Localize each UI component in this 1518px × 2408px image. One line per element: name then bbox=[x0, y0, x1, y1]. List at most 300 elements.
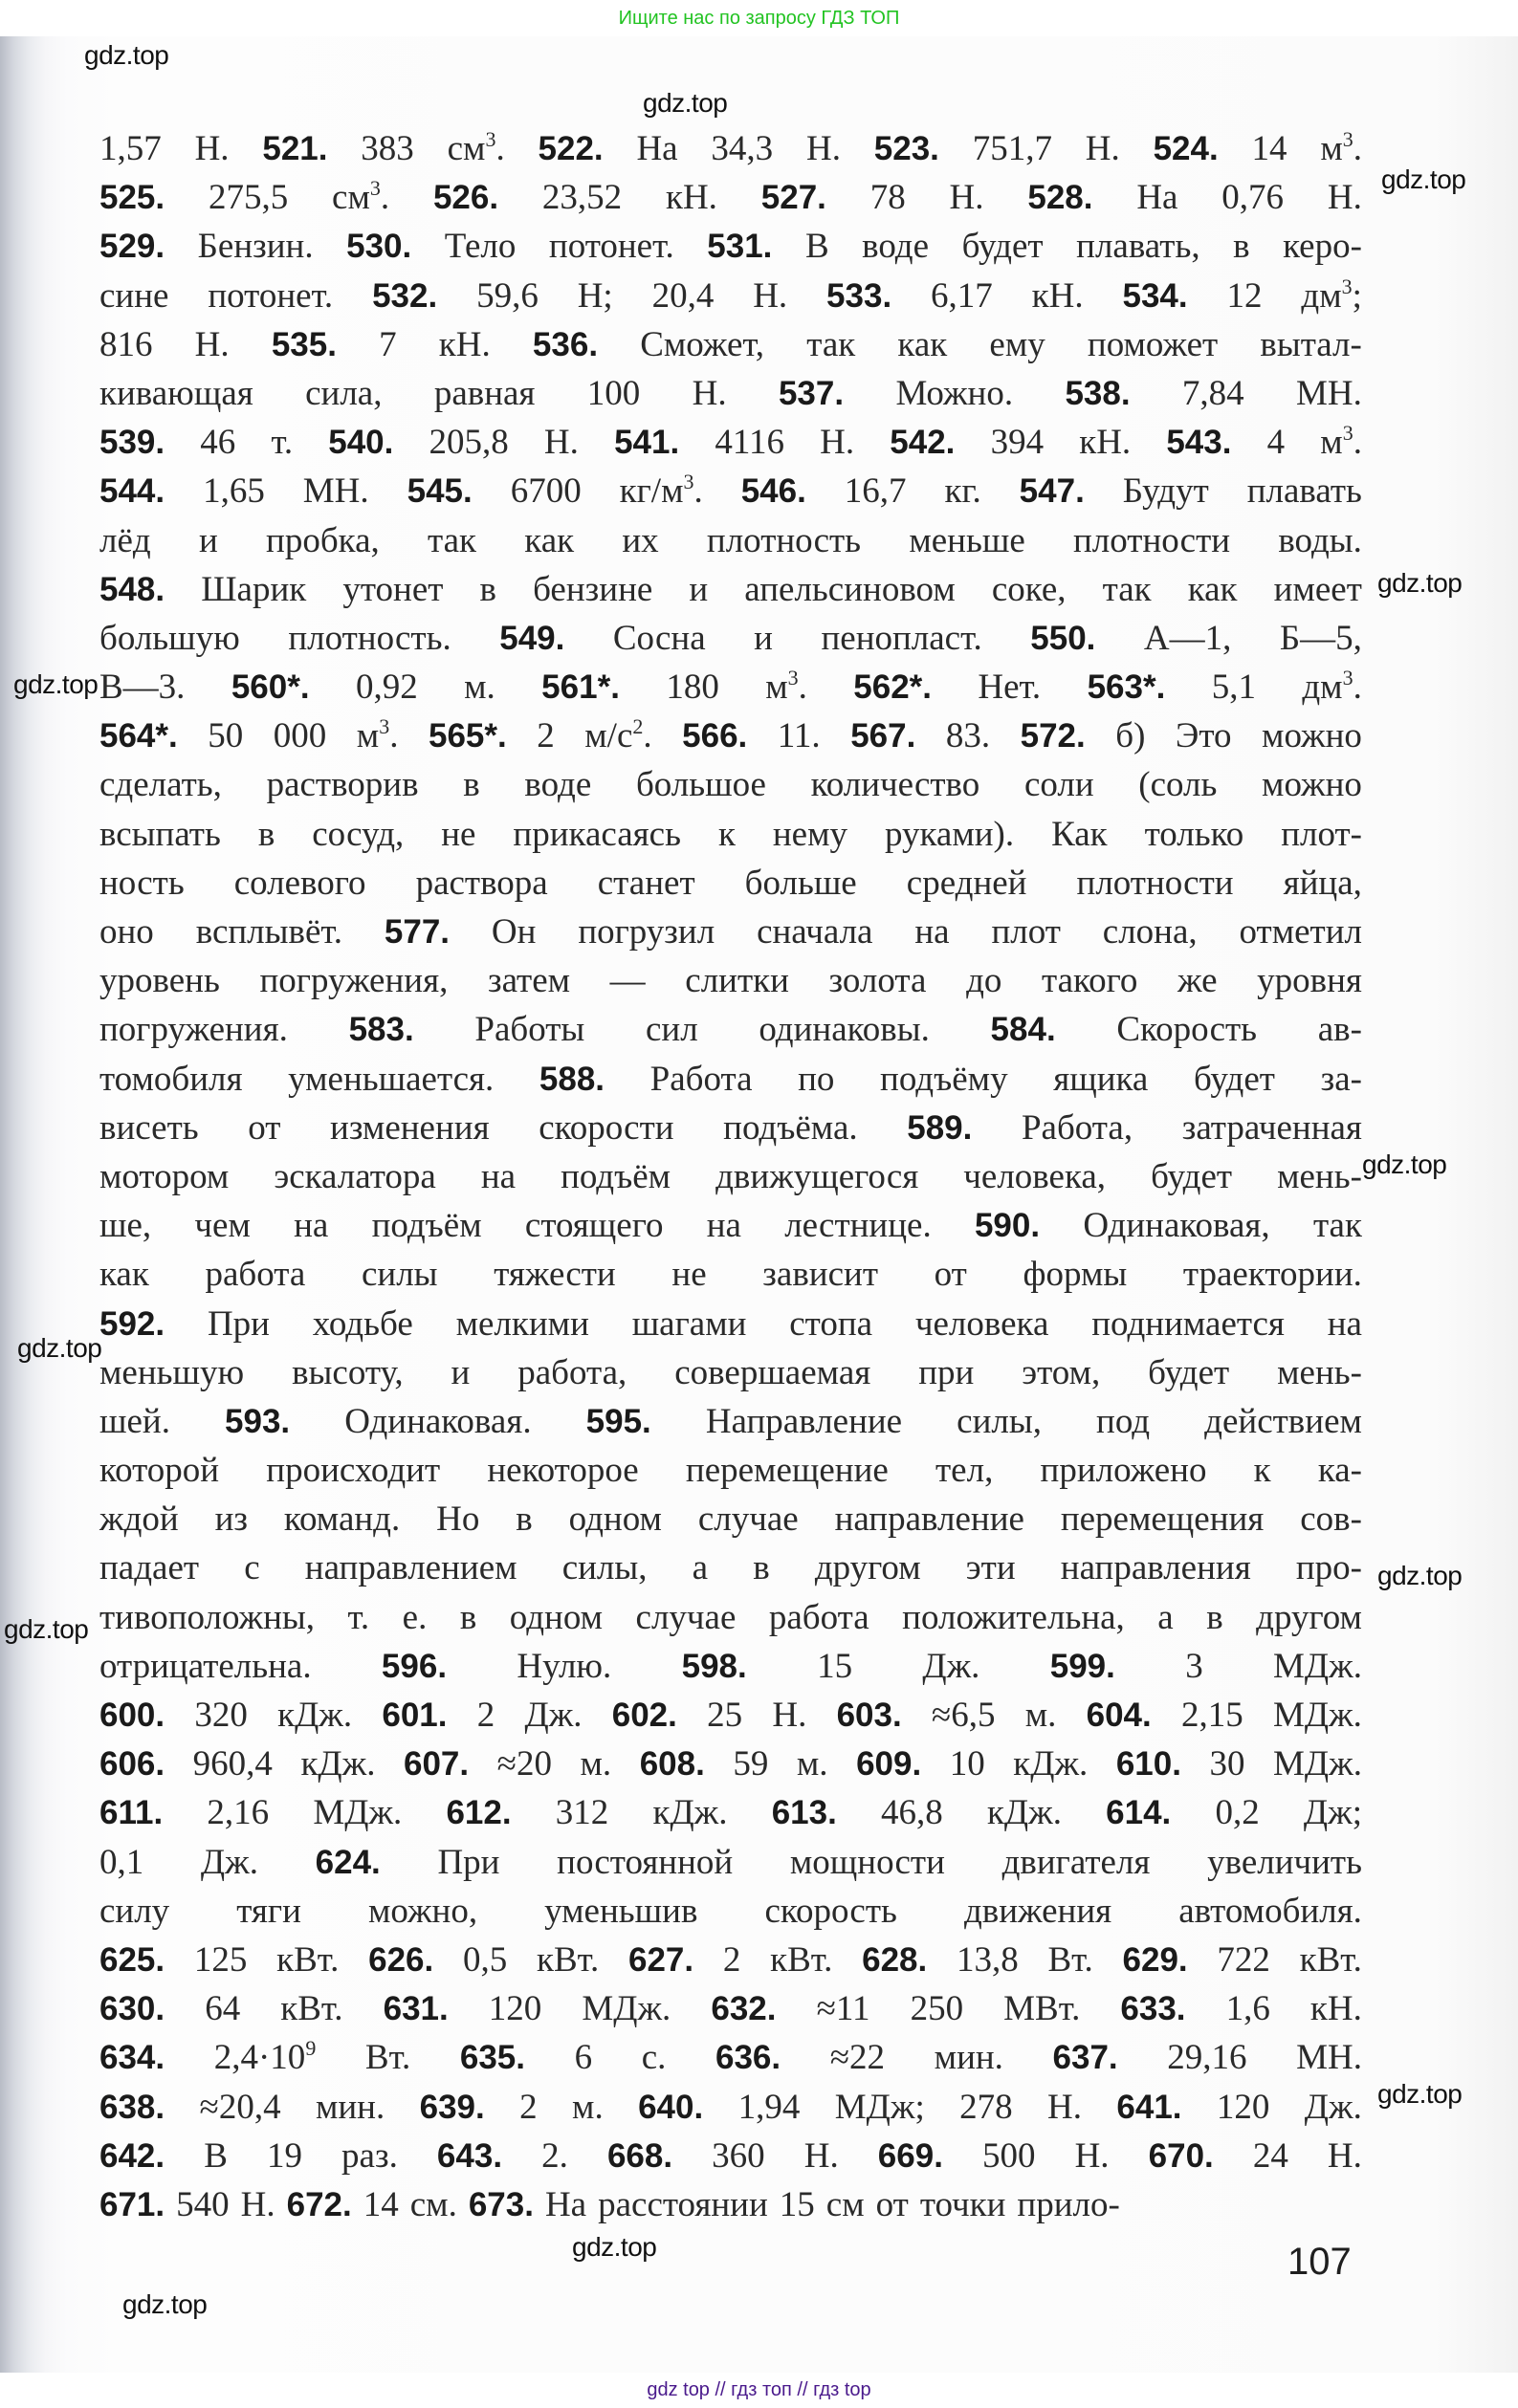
problem-number: 589. bbox=[907, 1108, 973, 1147]
answer-text: Дж. bbox=[524, 1696, 583, 1735]
answer-text: Нет. bbox=[978, 668, 1042, 708]
word bbox=[835, 1495, 1024, 1543]
answer-text: шагами bbox=[631, 1303, 747, 1344]
text-line bbox=[99, 369, 1362, 418]
word bbox=[1194, 1055, 1275, 1104]
word bbox=[885, 810, 1014, 859]
problem-number: 627. bbox=[628, 1940, 694, 1979]
word bbox=[1021, 711, 1086, 760]
answer-text: МДж. bbox=[313, 1793, 403, 1833]
word bbox=[248, 1104, 280, 1152]
word bbox=[1221, 173, 1284, 222]
word bbox=[642, 2033, 667, 2082]
answer-text: падает bbox=[99, 1548, 200, 1588]
problem-number: 588. bbox=[539, 1060, 605, 1098]
answer-text: 278 bbox=[959, 2087, 1013, 2127]
answer-text: направления bbox=[1060, 1548, 1251, 1588]
word bbox=[544, 418, 579, 467]
word bbox=[1061, 1495, 1265, 1543]
word bbox=[195, 320, 230, 369]
problem-number: 670. bbox=[1148, 2136, 1214, 2175]
word bbox=[1088, 663, 1166, 711]
answer-text: плот- bbox=[1281, 814, 1362, 854]
problem-number: 590. bbox=[974, 1207, 1041, 1245]
word bbox=[1088, 320, 1218, 369]
answer-text: 15 bbox=[779, 2184, 815, 2224]
word bbox=[870, 173, 906, 222]
word bbox=[578, 272, 613, 320]
word bbox=[666, 173, 717, 222]
word bbox=[267, 2132, 302, 2180]
text-line bbox=[99, 1593, 1362, 1642]
word bbox=[99, 956, 220, 1005]
word bbox=[897, 320, 947, 369]
answer-text: погрузил bbox=[578, 912, 715, 952]
word bbox=[1144, 614, 1231, 663]
word bbox=[982, 2132, 1036, 2180]
word bbox=[441, 810, 475, 859]
word bbox=[581, 1740, 612, 1788]
answer-text: керо- bbox=[1283, 227, 1362, 267]
word bbox=[762, 1250, 878, 1299]
word bbox=[1061, 1543, 1251, 1592]
word bbox=[582, 1984, 671, 2033]
answer-text: 6700 bbox=[510, 471, 582, 512]
word bbox=[385, 908, 450, 956]
word bbox=[1017, 2180, 1119, 2229]
word bbox=[474, 1005, 584, 1054]
problem-number: 634. bbox=[99, 2039, 165, 2077]
gdz-watermark: gdz.top bbox=[1377, 2079, 1463, 2109]
answer-text: А—1, bbox=[1143, 618, 1232, 658]
word bbox=[1079, 418, 1131, 467]
answer-text: совершаемая bbox=[674, 1352, 871, 1392]
word bbox=[436, 1495, 479, 1543]
word bbox=[1277, 1152, 1362, 1201]
answer-text: будет bbox=[961, 227, 1044, 267]
answer-text: 320 bbox=[194, 1696, 248, 1735]
answer-text: расстоянии bbox=[598, 2184, 768, 2224]
answer-text: 100 bbox=[586, 373, 641, 413]
problem-number: 672. bbox=[286, 2185, 352, 2223]
answer-text: а bbox=[1157, 1597, 1174, 1637]
word bbox=[744, 565, 955, 614]
answer-text: 30 bbox=[1209, 1744, 1245, 1784]
answer-text: раз. bbox=[341, 2135, 398, 2176]
word bbox=[316, 2083, 385, 2132]
answer-text: 1,57 bbox=[99, 129, 162, 168]
answer-text: отрицательна. bbox=[99, 1646, 312, 1686]
gdz-watermark: gdz.top bbox=[13, 669, 99, 699]
answer-text: прикасаясь bbox=[513, 814, 681, 854]
answer-text: к bbox=[1253, 1451, 1271, 1491]
answer-text: до bbox=[966, 961, 1002, 1001]
answer-text: скорости bbox=[539, 1107, 674, 1148]
word bbox=[950, 1740, 985, 1788]
word bbox=[451, 1348, 471, 1397]
answer-text: слитки bbox=[685, 961, 789, 1001]
word bbox=[1148, 1348, 1229, 1397]
answer-text: станет bbox=[597, 863, 695, 903]
answer-text: 394 bbox=[990, 423, 1045, 463]
answer-text: 125 bbox=[193, 1939, 248, 1980]
answer-text: 275,5 bbox=[208, 178, 289, 218]
answer-text: 180 bbox=[666, 668, 719, 708]
word bbox=[99, 1593, 315, 1642]
answer-text: работа bbox=[768, 1597, 869, 1637]
problem-number: 523. bbox=[873, 130, 939, 167]
answer-text: Работа bbox=[649, 1059, 753, 1099]
answer-text: с. bbox=[641, 2038, 667, 2078]
word bbox=[829, 956, 927, 1005]
answer-text: плавать, bbox=[1076, 227, 1200, 267]
word bbox=[1050, 1642, 1115, 1691]
answer-text: пенопласт. bbox=[821, 618, 982, 658]
answer-text: поможет bbox=[1087, 324, 1219, 364]
word bbox=[584, 711, 651, 760]
word bbox=[416, 859, 548, 908]
answer-text: В—3. bbox=[99, 668, 186, 708]
answer-text: солевого bbox=[233, 863, 366, 903]
answer-text: Дж. bbox=[1304, 2087, 1362, 2127]
answer-text: ав- bbox=[1317, 1010, 1362, 1050]
problem-number: 542. bbox=[890, 424, 956, 462]
word bbox=[973, 124, 1052, 173]
word bbox=[769, 1593, 869, 1642]
word bbox=[99, 1300, 165, 1348]
word bbox=[194, 1691, 248, 1740]
word bbox=[99, 222, 165, 271]
answer-text: Н. bbox=[772, 1696, 807, 1735]
word bbox=[1262, 760, 1362, 809]
answer-text: большое bbox=[635, 765, 766, 805]
word bbox=[206, 1250, 306, 1299]
answer-text: В bbox=[204, 2135, 228, 2176]
word bbox=[1310, 1984, 1362, 2033]
word bbox=[205, 1984, 240, 2033]
word bbox=[862, 222, 929, 271]
problem-number: 530. bbox=[346, 228, 412, 266]
word bbox=[789, 1300, 872, 1348]
answer-text: всплывёт. bbox=[195, 912, 343, 952]
problem-number: 546. bbox=[740, 472, 806, 511]
word bbox=[1328, 2132, 1362, 2180]
answer-text: 2,16 bbox=[207, 1793, 270, 1833]
text-line bbox=[99, 1838, 1362, 1887]
superscript: 3 bbox=[1342, 421, 1353, 446]
answer-text: сделать, bbox=[99, 765, 222, 805]
gdz-watermark: gdz.top bbox=[17, 1333, 102, 1363]
word bbox=[1157, 1593, 1173, 1642]
answer-text: плавать bbox=[1246, 471, 1362, 512]
answer-text: 4116 bbox=[715, 423, 784, 463]
word bbox=[379, 320, 397, 369]
answer-text: 383 bbox=[361, 129, 414, 168]
word bbox=[1206, 1593, 1222, 1642]
word bbox=[382, 1642, 447, 1691]
problem-number: 632. bbox=[711, 1990, 777, 2028]
answer-text: случае bbox=[635, 1597, 737, 1637]
answer-text: Н. bbox=[820, 423, 855, 463]
answer-text: сов- bbox=[1300, 1500, 1362, 1540]
answer-text: движения bbox=[963, 1891, 1112, 1931]
answer-text: про- bbox=[1295, 1548, 1362, 1588]
word bbox=[874, 124, 939, 173]
answer-text: Сможет, bbox=[640, 324, 765, 364]
answer-text: Н. bbox=[1047, 2087, 1082, 2127]
word bbox=[804, 2132, 839, 2180]
word bbox=[1227, 272, 1263, 320]
word bbox=[231, 663, 310, 711]
text-line bbox=[99, 2132, 1362, 2180]
word bbox=[1300, 1495, 1362, 1543]
word bbox=[790, 1838, 945, 1887]
word bbox=[1204, 1397, 1362, 1446]
word bbox=[494, 1250, 616, 1299]
answer-text: кДж. bbox=[300, 1744, 376, 1784]
problem-number: 606. bbox=[99, 1745, 165, 1784]
answer-text: ка- bbox=[1317, 1451, 1362, 1491]
problem-number: 600. bbox=[99, 1697, 165, 1734]
answer-text: ≈22 bbox=[829, 2038, 886, 2078]
answer-text: 46,8 bbox=[881, 1793, 943, 1833]
top-banner-text: Ищите нас по запросу ГДЗ ТОП bbox=[618, 8, 900, 29]
word bbox=[410, 2180, 457, 2229]
word bbox=[99, 1984, 165, 2033]
word bbox=[372, 1201, 482, 1250]
word bbox=[1280, 614, 1362, 663]
word bbox=[1013, 1740, 1088, 1788]
text-line bbox=[99, 711, 1362, 760]
word bbox=[806, 124, 841, 173]
answer-text: золота bbox=[828, 961, 927, 1001]
answer-text: мень- bbox=[1277, 1156, 1362, 1196]
word bbox=[446, 1788, 511, 1837]
problem-number: 592. bbox=[99, 1304, 165, 1343]
word bbox=[707, 516, 861, 565]
problem-number: 636. bbox=[715, 2039, 781, 2077]
answer-text: Работа, bbox=[1021, 1107, 1133, 1148]
problem-number: 631. bbox=[383, 1990, 449, 2028]
answer-text: 816 bbox=[99, 324, 153, 364]
answer-text: кН. bbox=[665, 178, 717, 218]
word bbox=[346, 222, 411, 271]
word bbox=[1096, 1397, 1150, 1446]
word bbox=[1247, 467, 1362, 515]
answer-text: 205,8 bbox=[429, 423, 509, 463]
gdz-watermark: gdz.top bbox=[1362, 1149, 1447, 1179]
answer-text: будет bbox=[1151, 1156, 1233, 1196]
answer-text: 120 bbox=[488, 1989, 542, 2029]
word bbox=[368, 1936, 433, 1984]
word bbox=[176, 2180, 230, 2229]
problem-number: 609. bbox=[856, 1745, 922, 1784]
answer-text: воды. bbox=[1278, 520, 1362, 560]
word bbox=[203, 467, 265, 515]
problem-number: 561*. bbox=[541, 668, 620, 707]
answer-text: 2,4·10 bbox=[213, 2038, 306, 2078]
bottom-banner-text: gdz top // гдз топ // гдз top bbox=[647, 2379, 871, 2400]
answer-text: 16,7 bbox=[844, 471, 907, 512]
word bbox=[99, 1543, 199, 1592]
word bbox=[779, 369, 844, 418]
answer-text: 2,15 bbox=[1180, 1696, 1243, 1735]
word bbox=[363, 2180, 399, 2229]
answer-text: МВт. bbox=[1003, 1989, 1081, 2029]
problem-number: 633. bbox=[1120, 1990, 1186, 2028]
word bbox=[1120, 1984, 1185, 2033]
word bbox=[99, 1152, 229, 1201]
bottom-promo-banner bbox=[0, 2373, 1518, 2408]
text-line bbox=[99, 2083, 1362, 2132]
text-line bbox=[99, 1740, 1362, 1788]
word bbox=[895, 369, 1013, 418]
text-line bbox=[99, 1495, 1362, 1543]
word bbox=[1151, 1152, 1232, 1201]
word bbox=[1328, 173, 1362, 222]
word bbox=[745, 859, 857, 908]
word bbox=[537, 1936, 599, 1984]
word bbox=[348, 1593, 370, 1642]
answer-text: При bbox=[207, 1303, 270, 1344]
answer-text: под bbox=[1096, 1401, 1151, 1441]
word bbox=[707, 1201, 741, 1250]
answer-text: работа bbox=[205, 1255, 306, 1295]
answer-text: м bbox=[1320, 129, 1343, 168]
word bbox=[931, 272, 993, 320]
word bbox=[1296, 1543, 1362, 1592]
word bbox=[1252, 124, 1287, 173]
answer-text: за- bbox=[1320, 1059, 1362, 1099]
problem-number: 550. bbox=[1030, 619, 1096, 657]
gdz-watermark: gdz.top bbox=[84, 40, 169, 70]
answer-text: в bbox=[516, 1500, 533, 1540]
answer-text: мень- bbox=[1277, 1352, 1362, 1392]
answer-text: кг/м bbox=[619, 471, 684, 512]
answer-text: уровня bbox=[1257, 961, 1362, 1001]
answer-text: мин. bbox=[934, 2038, 1003, 2078]
word bbox=[510, 1593, 603, 1642]
answer-text: Скорость bbox=[1116, 1010, 1258, 1050]
word bbox=[853, 663, 932, 711]
word bbox=[99, 1788, 163, 1837]
problem-number: 628. bbox=[862, 1940, 928, 1979]
word bbox=[707, 222, 772, 271]
text-line bbox=[99, 663, 1362, 711]
word bbox=[636, 760, 766, 809]
answer-text: При bbox=[437, 1842, 500, 1882]
word bbox=[280, 1984, 342, 2033]
answer-text: висеть bbox=[99, 1107, 199, 1148]
answer-text: 7 bbox=[379, 324, 397, 364]
word bbox=[403, 1593, 428, 1642]
answer-text: м. bbox=[1024, 1696, 1057, 1735]
word bbox=[1226, 1984, 1270, 2033]
word bbox=[1116, 2083, 1181, 2132]
answer-text: 000 bbox=[273, 716, 327, 756]
answer-text: Дж. bbox=[200, 1842, 258, 1882]
word bbox=[620, 467, 703, 515]
answer-text: больше bbox=[744, 863, 857, 903]
answer-text: Бензин. bbox=[197, 227, 314, 267]
word bbox=[99, 1348, 244, 1397]
word bbox=[328, 418, 393, 467]
word bbox=[513, 810, 681, 859]
answer-text: увеличить bbox=[1207, 1842, 1362, 1882]
answer-text: т. bbox=[347, 1597, 370, 1637]
answer-text: а bbox=[692, 1548, 709, 1588]
problem-number: 640. bbox=[638, 2088, 704, 2126]
answer-text: см bbox=[447, 129, 486, 168]
word bbox=[382, 1691, 447, 1740]
word bbox=[922, 1642, 979, 1691]
word bbox=[561, 1152, 671, 1201]
answer-text: в bbox=[1233, 227, 1250, 267]
answer-text: кг. bbox=[944, 471, 981, 512]
word bbox=[686, 1446, 889, 1495]
answer-text: поднимается bbox=[1091, 1303, 1285, 1344]
superscript: 3 bbox=[1341, 274, 1353, 298]
word bbox=[578, 908, 715, 956]
answer-text: в bbox=[463, 765, 480, 805]
answer-text: ; bbox=[1352, 275, 1362, 316]
problem-number: 538. bbox=[1065, 374, 1131, 412]
word bbox=[975, 1201, 1040, 1250]
answer-text: (соль bbox=[1138, 765, 1218, 805]
word bbox=[1296, 2033, 1362, 2082]
text-line bbox=[99, 173, 1362, 222]
answer-text: всыпать bbox=[99, 814, 221, 854]
text-line bbox=[99, 1005, 1362, 1054]
word bbox=[835, 2083, 925, 2132]
gdz-watermark: gdz.top bbox=[4, 1614, 89, 1644]
word bbox=[1181, 1691, 1243, 1740]
word bbox=[492, 908, 537, 956]
answer-text: 960,4 bbox=[192, 1744, 273, 1784]
answer-text: см bbox=[825, 2184, 865, 2224]
answer-text: лестнице. bbox=[784, 1206, 932, 1246]
word bbox=[274, 1152, 436, 1201]
answer-text: Н. bbox=[1327, 178, 1362, 218]
answer-text: стопа bbox=[789, 1303, 873, 1344]
answer-text: б) bbox=[1115, 716, 1146, 756]
word bbox=[1024, 760, 1094, 809]
word bbox=[476, 272, 539, 320]
word bbox=[772, 1691, 806, 1740]
word bbox=[368, 1887, 477, 1936]
answer-text: 59,6 bbox=[476, 275, 539, 316]
problem-number: 572. bbox=[1020, 717, 1086, 755]
word bbox=[1188, 565, 1238, 614]
word bbox=[434, 369, 536, 418]
word bbox=[622, 516, 658, 565]
word bbox=[195, 124, 230, 173]
problem-number: 635. bbox=[459, 2039, 525, 2077]
answer-text: 25 bbox=[707, 1696, 743, 1735]
problem-number: 626. bbox=[368, 1940, 434, 1979]
word bbox=[1215, 1788, 1259, 1837]
problem-number: 625. bbox=[99, 1940, 165, 1979]
answer-text: 14 bbox=[1251, 129, 1287, 168]
answer-text: Н. bbox=[240, 2184, 275, 2224]
text-line bbox=[99, 859, 1362, 908]
answer-text: по bbox=[798, 1059, 835, 1099]
word bbox=[312, 810, 404, 859]
answer-text: На bbox=[544, 2184, 587, 2224]
text-line bbox=[99, 1348, 1362, 1397]
answer-text: На bbox=[636, 129, 678, 168]
word bbox=[194, 1201, 250, 1250]
